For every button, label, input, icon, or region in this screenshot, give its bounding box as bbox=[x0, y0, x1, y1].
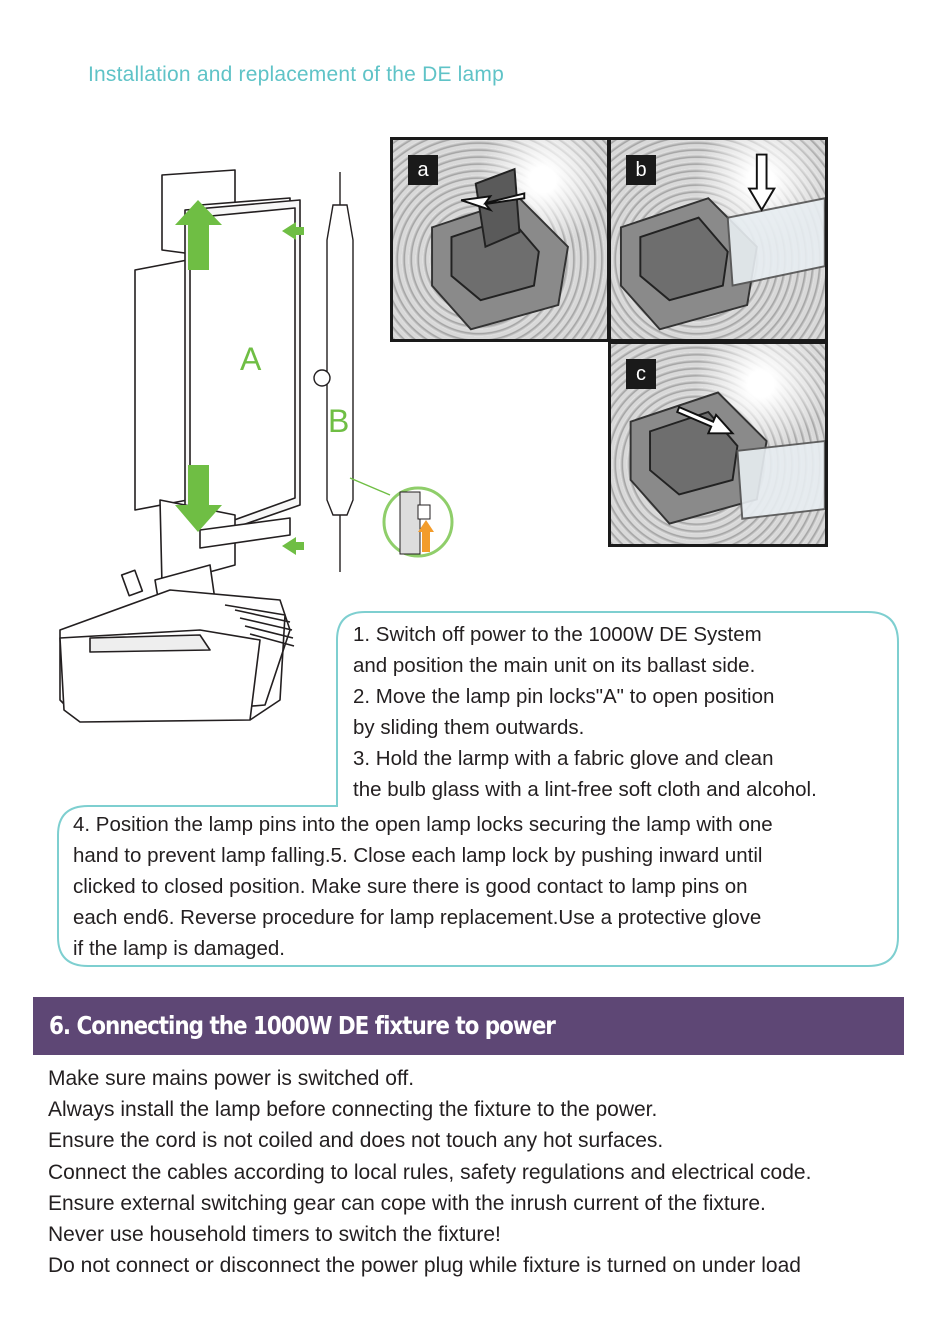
photo-label-b: b bbox=[626, 155, 656, 185]
instruction-line: Ensure the cord is not coiled and does not touch any hot surfaces. bbox=[48, 1129, 664, 1153]
instruction-line: Always install the lamp before connecting the fixture to the power. bbox=[48, 1098, 658, 1122]
label-b: B bbox=[328, 403, 350, 439]
section-header bbox=[33, 997, 904, 1055]
photo-step-b bbox=[608, 137, 828, 342]
photo-label-a: a bbox=[408, 155, 438, 185]
section-title: 6. Connecting the 1000W DE fixture to power bbox=[49, 1011, 555, 1040]
power-instructions bbox=[48, 1063, 928, 1281]
instruction-line: Connect the cables according to local rules, safety regulations and electrical code. bbox=[48, 1160, 812, 1184]
instruction-line: Never use household timers to switch the fixture! bbox=[48, 1223, 501, 1247]
photo-step-c bbox=[608, 341, 828, 547]
left-arrow-bottom bbox=[282, 537, 304, 555]
steps-4-6: 4. Position the lamp pins into the open lamp locks securing the lamp with one hand to prevent lamp falling.5. Close each lamp lock by pushing inward until clicked to closed position. Make sure there is good contact to lamp pins on each end6. Reverse procedure for lamp replacement.Use a protective glove if the lamp is damaged. bbox=[73, 813, 773, 960]
photo-label-c: c bbox=[626, 359, 656, 389]
steps-1-3: 1. Switch off power to the 1000W DE System and position the main unit on its ballast side. 2. Move the lamp pin locks"A" to open position by sliding them outwards. 3. Hold the larmp with a fabric glove and clean the bulb glass with a lint-free soft cloth and alcohol. bbox=[353, 623, 817, 801]
instruction-line: Do not connect or disconnect the power plug while fixture is turned on under load bbox=[48, 1254, 801, 1278]
page-heading: Installation and replacement of the DE lamp bbox=[88, 63, 504, 86]
instruction-line: Make sure mains power is switched off. bbox=[48, 1067, 415, 1090]
photo-step-a bbox=[390, 137, 610, 342]
label-a: A bbox=[240, 341, 262, 377]
instruction-line: Ensure external switching gear can cope with the inrush current of the fixture. bbox=[48, 1191, 766, 1215]
